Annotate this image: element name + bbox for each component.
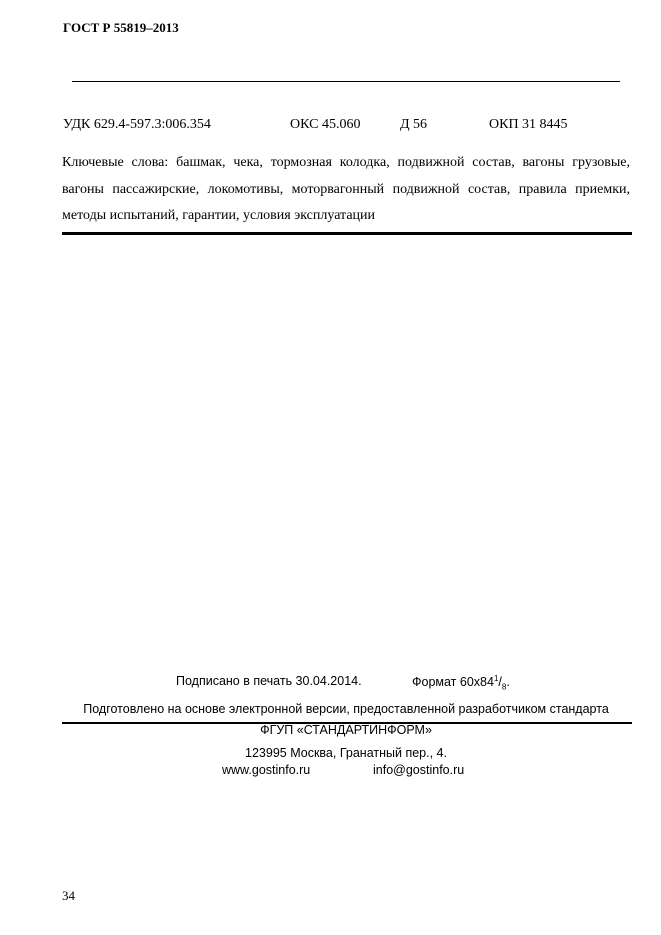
udk-code: УДК 629.4-597.3:006.354 [63, 117, 211, 132]
okp-code: ОКП 31 8445 [489, 117, 568, 132]
signed-date: Подписано в печать 30.04.2014. [176, 674, 362, 688]
paper-format: Формат $60x84^1/_8$. [412, 674, 510, 692]
keywords-paragraph: Ключевые слова: башмак, чека, тормозная колодка, подвижной состав, вагоны грузовые, вагоны пассажирские, локомотивы, моторвагонный подвижной состав, правила приемки, методы испытаний, гарантии, условия эксплуатации [62, 155, 630, 223]
keywords-rule [62, 232, 632, 235]
document-header: ГОСТ Р 55819–2013 [63, 20, 179, 35]
oks-code: ОКС 45.060 [290, 117, 361, 132]
header-rule [72, 81, 620, 82]
publisher-website: www.gostinfo.ru [222, 763, 311, 777]
publisher-address: 123995 Москва, Гранатный пер., 4. [245, 746, 447, 760]
format-end: . [506, 675, 510, 690]
group-code: Д 56 [400, 117, 428, 132]
page-number: 34 [62, 888, 75, 903]
prepared-note: Подготовлено на основе электронной версии, предоставленной разработчиком стандарта [83, 702, 609, 716]
format-label: Формат 60x84 [412, 675, 494, 690]
publisher-name: ФГУП «СТАНДАРТИНФОРМ» [260, 723, 432, 737]
publisher-email: info@gostinfo.ru [373, 763, 465, 777]
format-numerator: 1 [493, 674, 499, 683]
format-denominator: 8 [501, 682, 507, 692]
